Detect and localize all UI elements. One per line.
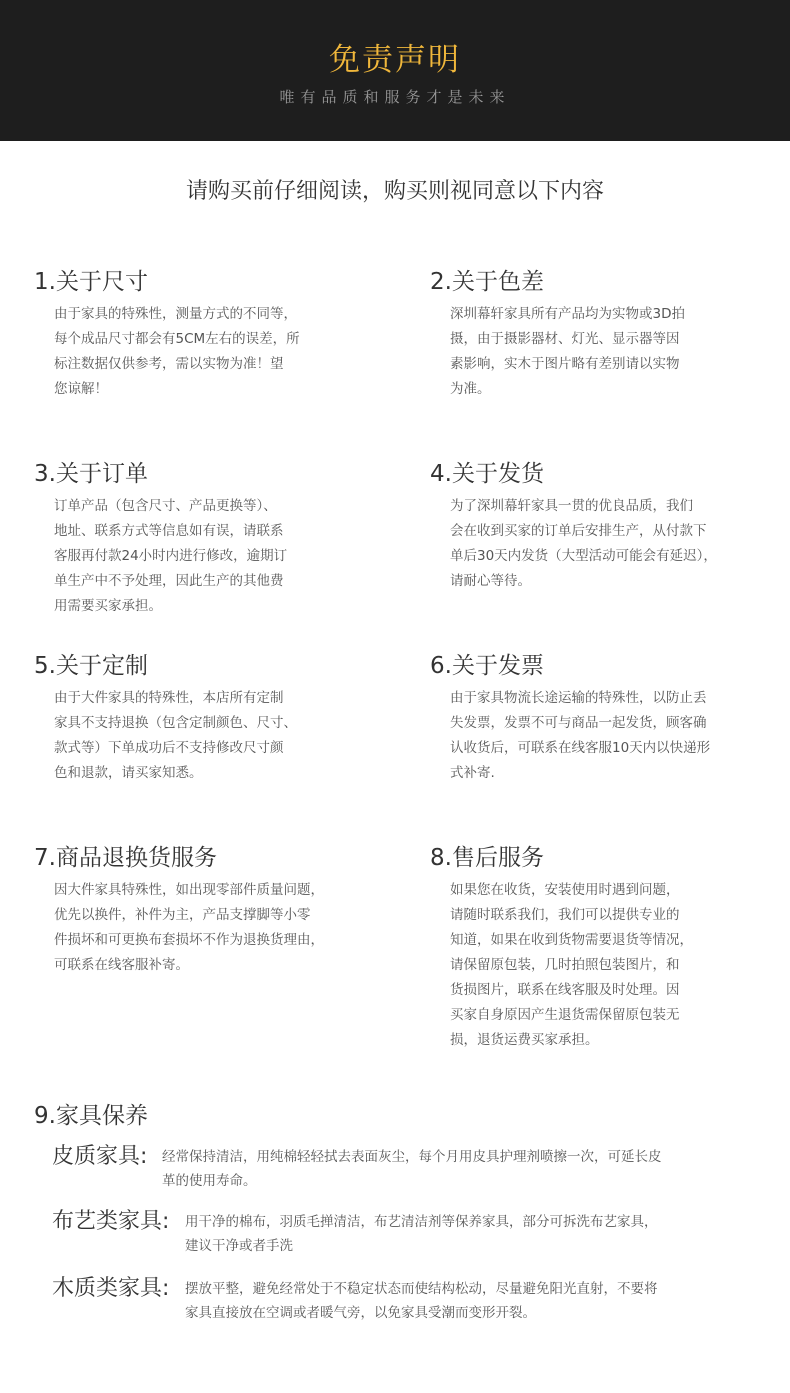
section-line: 由于家具的特殊性，测量方式的不同等， bbox=[54, 306, 297, 322]
section-line: 素影响，实木于图片略有差别请以实物 bbox=[450, 356, 680, 372]
section-line: 认收货后，可联系在线客服10天内以快递形 bbox=[450, 740, 711, 756]
section-line: 您谅解！ bbox=[54, 381, 108, 397]
care-label: 布艺类家具: bbox=[52, 1209, 170, 1234]
section-after-sales bbox=[430, 842, 760, 1053]
section-body bbox=[450, 302, 760, 402]
section-body bbox=[450, 878, 760, 1053]
section-line: 为准。 bbox=[450, 381, 491, 397]
section-body bbox=[450, 494, 760, 594]
section-line: 由于大件家具的特殊性，本店所有定制 bbox=[54, 690, 284, 706]
section-line: 色和退款，请买家知悉。 bbox=[54, 765, 203, 781]
section-custom bbox=[34, 650, 344, 786]
care-text bbox=[162, 1145, 762, 1193]
section-body bbox=[450, 686, 760, 786]
section-returns bbox=[34, 842, 344, 978]
section-line: 请保留原包装，几时拍照包装图片，和 bbox=[450, 957, 680, 973]
section-line: 因大件家具特殊性，如出现零部件质量问题， bbox=[54, 882, 324, 898]
section-line: 货损图片，联系在线客服及时处理。因 bbox=[450, 982, 680, 998]
section-size bbox=[34, 266, 344, 402]
section-color-difference bbox=[430, 266, 760, 402]
section-line: 用需要买家承担。 bbox=[54, 598, 162, 614]
section-shipping bbox=[430, 458, 760, 594]
section-title: 6.关于发票 bbox=[430, 653, 544, 679]
care-line: 建议干净或者手洗 bbox=[185, 1238, 293, 1254]
section-body bbox=[54, 494, 344, 619]
section-line: 地址、联系方式等信息如有误，请联系 bbox=[54, 523, 284, 539]
section-line: 式补寄. bbox=[450, 765, 495, 781]
section-line: 请随时联系我们，我们可以提供专业的 bbox=[450, 907, 680, 923]
section-line: 每个成品尺寸都会有5CM左右的误差，所 bbox=[54, 331, 300, 347]
section-line: 买家自身原因产生退货需保留原包装无 bbox=[450, 1007, 680, 1023]
care-label: 皮质家具: bbox=[52, 1144, 148, 1169]
page-title: 免责声明 bbox=[329, 42, 461, 78]
page-subtitle: 唯有品质和服务才是未来 bbox=[279, 88, 511, 106]
section-title: 8.售后服务 bbox=[430, 845, 544, 871]
care-section-title: 9.家具保养 bbox=[34, 1103, 148, 1129]
section-title: 3.关于订单 bbox=[34, 461, 148, 487]
section-line: 可联系在线客服补寄。 bbox=[54, 957, 189, 973]
section-line: 单生产中不予处理，因此生产的其他费 bbox=[54, 573, 284, 589]
care-item-wood bbox=[52, 1275, 762, 1327]
section-line: 标注数据仅供参考，需以实物为准！望 bbox=[54, 356, 284, 372]
section-body bbox=[54, 302, 344, 402]
section-line: 为了深圳幕轩家具一贯的优良品质，我们 bbox=[450, 498, 693, 514]
section-body bbox=[54, 878, 344, 978]
section-body bbox=[54, 686, 344, 786]
section-line: 优先以换件，补件为主，产品支撑脚等小零 bbox=[54, 907, 311, 923]
section-line: 知道，如果在收到货物需要退货等情况， bbox=[450, 932, 693, 948]
care-text bbox=[185, 1210, 762, 1258]
section-line: 家具不支持退换（包含定制颜色、尺寸、 bbox=[54, 715, 297, 731]
section-line: 客服再付款24小时内进行修改，逾期订 bbox=[54, 548, 288, 564]
care-text bbox=[185, 1277, 762, 1325]
care-item-fabric bbox=[52, 1208, 762, 1260]
care-label: 木质类家具: bbox=[52, 1276, 170, 1301]
section-line: 单后30天内发货（大型活动可能会有延迟）， bbox=[450, 548, 717, 564]
care-item-leather bbox=[52, 1143, 762, 1195]
section-line: 深圳幕轩家具所有产品均为实物或3D拍 bbox=[450, 306, 685, 322]
care-line: 革的使用寿命。 bbox=[162, 1173, 257, 1189]
section-line: 摄，由于摄影器材、灯光、显示器等因 bbox=[450, 331, 680, 347]
section-line: 失发票，发票不可与商品一起发货，顾客确 bbox=[450, 715, 707, 731]
section-invoice bbox=[430, 650, 760, 786]
care-line: 摆放平整，避免经常处于不稳定状态而使结构松动，尽量避免阳光直射，不要将 bbox=[185, 1281, 658, 1297]
care-line: 家具直接放在空调或者暖气旁，以免家具受潮而变形开裂。 bbox=[185, 1305, 536, 1321]
section-line: 订单产品（包含尺寸、产品更换等）、 bbox=[54, 498, 277, 514]
header-banner bbox=[0, 0, 790, 141]
section-line: 由于家具物流长途运输的特殊性，以防止丢 bbox=[450, 690, 707, 706]
section-line: 会在收到买家的订单后安排生产，从付款下 bbox=[450, 523, 707, 539]
section-title: 4.关于发货 bbox=[430, 461, 544, 487]
section-line: 损，退货运费买家承担。 bbox=[450, 1032, 599, 1048]
section-line: 件损坏和可更换布套损坏不作为退换货理由， bbox=[54, 932, 324, 948]
intro-heading: 请购买前仔细阅读，购买则视同意以下内容 bbox=[185, 179, 604, 204]
section-line: 请耐心等待。 bbox=[450, 573, 531, 589]
care-line: 用干净的棉布，羽质毛掸清洁，布艺清洁剂等保养家具，部分可拆洗布艺家具， bbox=[185, 1214, 658, 1230]
section-line: 如果您在收货，安装使用时遇到问题， bbox=[450, 882, 680, 898]
section-order bbox=[34, 458, 344, 619]
section-title: 2.关于色差 bbox=[430, 269, 544, 295]
care-line: 经常保持清洁，用纯棉轻轻拭去表面灰尘，每个月用皮具护理剂喷擦一次，可延长皮 bbox=[162, 1149, 662, 1165]
section-title: 7.商品退换货服务 bbox=[34, 845, 217, 871]
section-title: 1.关于尺寸 bbox=[34, 269, 148, 295]
section-title: 5.关于定制 bbox=[34, 653, 148, 679]
section-line: 款式等）下单成功后不支持修改尺寸颜 bbox=[54, 740, 284, 756]
